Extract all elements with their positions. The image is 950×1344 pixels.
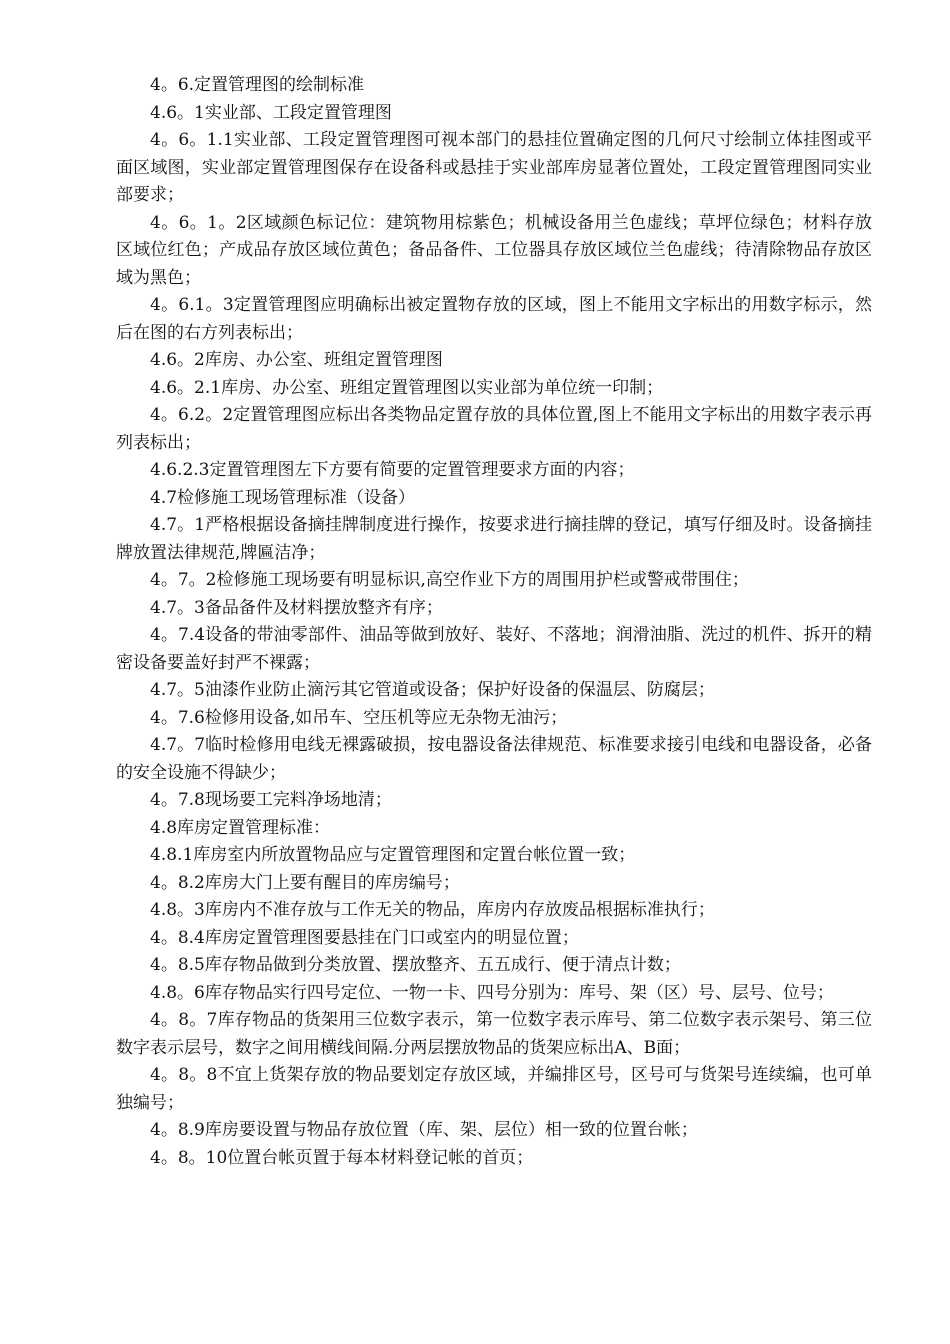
paragraph-4-7-2: 4。7。2检修施工现场要有明显标识,高空作业下方的周围用护栏或警戒带围住； — [150, 570, 749, 590]
paragraph-4-6-2: 4.6。2库房、办公室、班组定置管理图 — [150, 350, 443, 370]
paragraph-4-8-1: 4.8.1库房室内所放置物品应与定置管理图和定置台帐位置一致； — [150, 845, 636, 865]
paragraph-4-7-3: 4.7。3备品备件及材料摆放整齐有序； — [150, 597, 443, 618]
paragraph-4-8-6: 4.8。6库存物品实行四号定位、一物一卡、四号分别为：库号、架（区）号、层号、位号； — [150, 982, 834, 1003]
paragraph-4-6-2-1: 4.6。2.1库房、办公室、班组定置管理图以实业部为单位统一印制； — [150, 377, 664, 398]
paragraph-4-7-1: 4.7。1严格根据设备摘挂牌制度进行操作，按要求进行摘挂牌的登记，填写仔细及时。设备摘挂牌放置法律规范,牌匾洁净； — [116, 515, 872, 563]
paragraph-4-8-4: 4。8.4库房定置管理图要悬挂在门口或室内的明显位置； — [150, 927, 579, 948]
paragraph-4-7-8: 4。7.8现场要工完料净场地清； — [150, 790, 392, 810]
document-body — [116, 72, 872, 1172]
paragraph-4-8-2: 4。8.2库房大门上要有醒目的库房编号； — [150, 872, 460, 893]
paragraph-4-6-1-2: 4。6。1。2区域颜色标记位：建筑物用棕紫色；机械设备用兰色虚线；草坪位绿色；材料存放区域位红色；产成品存放区域位黄色；备品备件、工位器具存放区域位兰色虚线；待清除物品存放区域为黑色； — [116, 212, 872, 288]
paragraph-4-7-6: 4。7.6检修用设备,如吊车、空压机等应无杂物无油污； — [150, 707, 568, 728]
paragraph-4-8-7: 4。8。7库存物品的货架用三位数字表示，第一位数字表示库号、第二位数字表示架号、第三位数字表示层号，数字之间用横线间隔.分两层摆放物品的货架应标出A、B面； — [116, 1010, 872, 1058]
paragraph-4-7-7: 4.7。7临时检修用电线无裸露破损，按电器设备法律规范、标准要求接引电线和电器设备，必备的安全设施不得缺少； — [116, 735, 872, 783]
paragraph-4-8-3: 4.8。3库房内不准存放与工作无关的物品，库房内存放废品根据标准执行； — [150, 900, 715, 920]
paragraph-4-6-1-1: 4。6。1.1实业部、工段定置管理图可视本部门的悬挂位置确定图的几何尺寸绘制立体挂图或平面区域图，实业部定置管理图保存在设备科或悬挂于实业部库房显著位置处，工段定置管理图同实业部要求； — [116, 130, 872, 205]
paragraph-4-8-8: 4。8。8不宜上货架存放的物品要划定存放区域，并编排区号，区号可与货架号连续编，也可单独编号； — [116, 1065, 872, 1113]
paragraph-4-6-2-3: 4.6.2.3定置管理图左下方要有简要的定置管理要求方面的内容； — [150, 460, 635, 480]
paragraph-4-7-5: 4.7。5油漆作业防止滴污其它管道或设备；保护好设备的保温层、防腐层； — [150, 680, 715, 700]
paragraph-4-6-1: 4.6。1实业部、工段定置管理图 — [150, 102, 392, 123]
paragraph-4-7: 4.7检修施工现场管理标准（设备） — [150, 487, 416, 508]
paragraph-4-7-4: 4。7.4设备的带油零部件、油品等做到放好、装好、不落地；润滑油脂、洗过的机件、拆开的精密设备要盖好封严不裸露； — [116, 625, 872, 673]
paragraph-4-8-9: 4。8.9库房要设置与物品存放位置（库、架、层位）相一致的位置台帐； — [150, 1120, 698, 1140]
paragraph-4-8-10: 4。8。10位置台帐页置于每本材料登记帐的首页； — [150, 1147, 534, 1168]
paragraph-4-8-5: 4。8.5库存物品做到分类放置、摆放整齐、五五成行、便于清点计数； — [150, 955, 681, 975]
paragraph-4-6-1-3: 4。6.1。3定置管理图应明确标出被定置物存放的区域，图上不能用文字标出的用数字标示，然后在图的右方列表标出； — [116, 295, 872, 343]
paragraph-4-6-2-2: 4。6.2。2定置管理图应标出各类物品定置存放的具体位置,图上不能用文字标出的用数字表示再列表标出； — [116, 405, 872, 453]
paragraph-4-6: 4。6.定置管理图的绘制标准 — [150, 75, 365, 95]
paragraph-4-8: 4.8库房定置管理标准： — [150, 817, 331, 838]
